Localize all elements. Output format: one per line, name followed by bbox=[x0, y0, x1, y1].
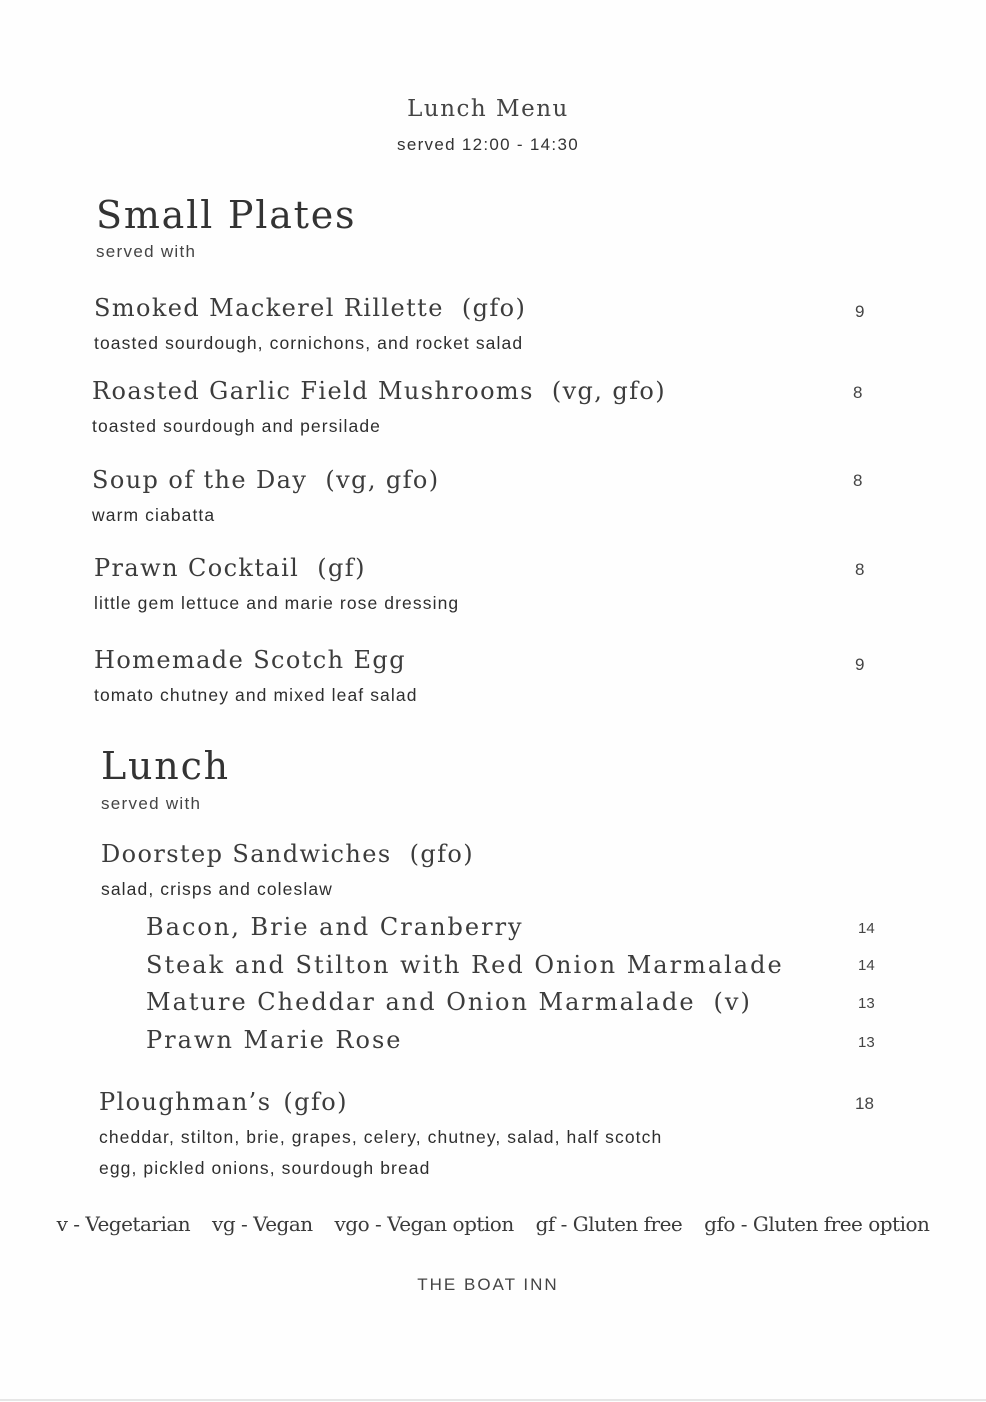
legend-item: gf - Gluten free bbox=[535, 1212, 683, 1236]
dish-description: cheddar, stilton, brie, grapes, celery, chutney, salad, half scotch bbox=[99, 1127, 663, 1147]
dietary-tags: (gfo) bbox=[461, 294, 527, 322]
legend-item: vg - Vegan bbox=[212, 1212, 313, 1236]
dietary-tags: (vg, gfo) bbox=[551, 377, 667, 405]
sandwich-price: 14 bbox=[858, 957, 875, 974]
dish-name: Smoked Mackerel Rillette (gfo) bbox=[94, 294, 527, 322]
dish-price: 9 bbox=[855, 655, 865, 674]
section-title-small-plates: Small Plates bbox=[96, 193, 357, 237]
dish-price: 8 bbox=[853, 383, 863, 402]
dish-description: warm ciabatta bbox=[92, 505, 216, 525]
sandwich-price: 13 bbox=[858, 995, 875, 1012]
dish-price: 9 bbox=[855, 302, 865, 321]
restaurant-name: THE BOAT INN bbox=[417, 1275, 559, 1294]
section-title-lunch: Lunch bbox=[101, 744, 230, 788]
dietary-legend bbox=[0, 1212, 986, 1236]
dish-price: 18 bbox=[855, 1094, 874, 1113]
sandwich-price: 14 bbox=[858, 920, 875, 937]
sandwich-option: Prawn Marie Rose bbox=[146, 1026, 403, 1054]
dietary-tags: (vg, gfo) bbox=[325, 466, 440, 494]
dish-description: tomato chutney and mixed leaf salad bbox=[94, 685, 418, 705]
dish-description: little gem lettuce and marie rose dressing bbox=[94, 593, 460, 613]
small-plates-served-with: served with bbox=[96, 242, 197, 261]
dish-description: toasted sourdough, cornichons, and rocket salad bbox=[94, 333, 524, 353]
dish-name: Soup of the Day (vg, gfo) bbox=[92, 466, 440, 494]
legend-item: v - Vegetarian bbox=[56, 1212, 191, 1236]
dish-description: toasted sourdough and persilade bbox=[92, 416, 382, 436]
dietary-tags: (gfo) bbox=[283, 1088, 348, 1116]
sandwich-price: 13 bbox=[858, 1034, 875, 1051]
page-bottom-divider bbox=[0, 1399, 986, 1401]
sandwich-option: Mature Cheddar and Onion Marmalade (v) bbox=[146, 988, 752, 1016]
dish-name: Doorstep Sandwiches (gfo) bbox=[101, 840, 474, 868]
dish-price: 8 bbox=[855, 560, 865, 579]
dish-description: salad, crisps and coleslaw bbox=[101, 879, 333, 899]
dish-name: Prawn Cocktail (gf) bbox=[94, 554, 366, 582]
menu-service-hours: served 12:00 - 14:30 bbox=[397, 135, 579, 154]
lunch-served-with: served with bbox=[101, 794, 202, 813]
legend-item: gfo - Gluten free option bbox=[704, 1212, 930, 1236]
legend-item: vgo - Vegan option bbox=[334, 1212, 514, 1236]
menu-title: Lunch Menu bbox=[407, 96, 569, 122]
dietary-tags: (v) bbox=[713, 988, 752, 1016]
dish-name: Ploughman’s (gfo) bbox=[99, 1088, 348, 1116]
dish-price: 8 bbox=[853, 471, 863, 490]
dish-name: Roasted Garlic Field Mushrooms (vg, gfo) bbox=[92, 377, 667, 405]
sandwich-option: Steak and Stilton with Red Onion Marmalade bbox=[146, 951, 784, 979]
sandwich-option: Bacon, Brie and Cranberry bbox=[146, 913, 524, 941]
dish-description: egg, pickled onions, sourdough bread bbox=[99, 1158, 431, 1178]
dietary-tags: (gf) bbox=[317, 554, 366, 582]
dietary-tags: (gfo) bbox=[409, 840, 474, 868]
dish-name: Homemade Scotch Egg bbox=[94, 646, 406, 674]
